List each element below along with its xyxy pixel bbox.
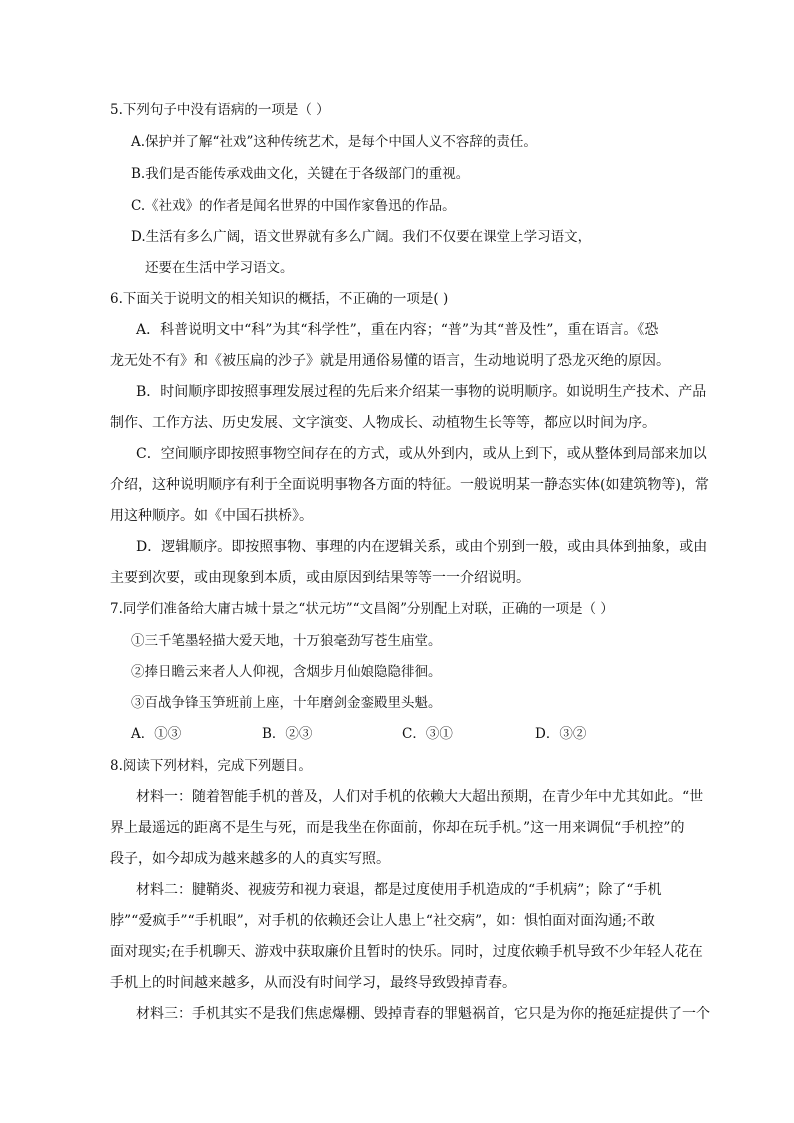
q7-couplet-3: ③百战争锋玉笋班前上座，十年磨剑金銮殿里头魁。 [131,695,442,711]
q8-stem: 8.阅读下列材料，完成下列题目。 [110,758,312,774]
q7-option-a: A．①③ [131,726,182,742]
q5-option-b: B.我们是否能传承戏曲文化，关键在于各级部门的重视。 [131,166,470,182]
q6-option-d-line2: 主要到次要，或由现象到本质，或由原因到结果等等一一介绍说明。 [110,570,530,586]
q8-material-2-line3: 面对现实;在手机聊天、游戏中获取廉价且暂时的快乐。同时，过度依赖手机导致不少年轻人花在 [110,944,703,960]
q8-material-1-line2: 界上最遥远的距离不是生与死，而是我坐在你面前，你却在玩手机。”这一用来调侃“手机控”的 [110,820,685,836]
q5-option-c: C.《社戏》的作者是闻名世界的中国作家鲁迅的作品。 [131,198,456,214]
q5-option-d-line2: 还要在生活中学习语文。 [145,260,294,276]
q5-option-a: A.保护并了解“社戏”这种传统艺术，是每个中国人义不容辞的责任。 [131,134,537,150]
q7-option-c: C．③① [402,726,453,742]
q6-option-d-line1: D．逻辑顺序。即按照事物、事理的内在逻辑关系，或由个别到一般，或由具体到抽象，或由 [136,539,708,555]
q6-option-a-line2: 龙无处不有》和《被压扁的沙子》就是用通俗易懂的语言，生动地说明了恐龙灭绝的原因。 [110,353,670,369]
q6-option-a-line1: A．科普说明文中“科”为其“科学性”，重在内容；“普”为其“普及性”，重在语言。《恐 [136,322,659,338]
q8-material-1-line1: 材料一：随着智能手机的普及，人们对手机的依赖大大超出预期，在青少年中尤其如此。“世 [136,789,704,805]
q8-material-1-line3: 段子，如今却成为越来越多的人的真实写照。 [110,851,390,867]
q6-option-b-line2: 制作、工作方法、历史发展、文字演变、人物成长、动植物生长等等，都应以时间为序。 [110,415,656,431]
q8-material-2-line4: 手机上的时间越来越多，从而没有时间学习，最终导致毁掉青春。 [110,975,516,991]
q5-stem: 5.下列句子中没有语病的一项是（ ） [110,102,330,118]
q6-option-c-line1: C．空间顺序即按照事物空间存在的方式，或从外到内，或从上到下，或从整体到局部来加以 [136,446,707,462]
q6-option-b-line1: B．时间顺序即按照事理发展过程的先后来介绍某一事物的说明顺序。如说明生产技术、产品 [136,384,707,400]
q6-option-c-line3: 用这种顺序。如《中国石拱桥》。 [110,508,313,524]
q8-material-2-line1: 材料二：腱鞘炎、视疲劳和视力衰退，都是过度使用手机造成的“手机病”；除了“手机 [136,882,662,898]
q7-couplet-1: ①三千笔墨轻描大爱天地，十万狼毫劲写苍生庙堂。 [131,633,442,649]
q8-material-3-line1: 材料三：手机其实不是我们焦虑爆棚、毁掉青春的罪魁祸首，它只是为你的拖延症提供了一个 [136,1006,710,1022]
q6-option-c-line2: 介绍，这种说明顺序有利于全面说明事物各方面的特征。一般说明某一静态实体(如建筑物等)，常 [110,477,709,493]
q7-stem: 7.同学们准备给大庸古城十景之“状元坊”“文昌阁”分别配上对联，正确的一项是（ ） [110,601,614,617]
q8-material-2-line2: 脖”“爱疯手”“手机眼”，对手机的依赖还会让人患上“社交病”，如：惧怕面对面沟通;不敢 [110,913,655,929]
q7-option-d: D．③② [535,726,587,742]
q6-stem: 6.下面关于说明文的相关知识的概括，不正确的一项是( ) [110,291,449,307]
q7-couplet-2: ②捧日瞻云来者人人仰视，含烟步月仙娘隐隐徘徊。 [131,664,442,680]
q7-option-b: B．②③ [262,726,313,742]
q5-option-d-line1: D.生活有多么广阔，语文世界就有多么广阔。我们不仅要在课堂上学习语文， [131,229,592,245]
